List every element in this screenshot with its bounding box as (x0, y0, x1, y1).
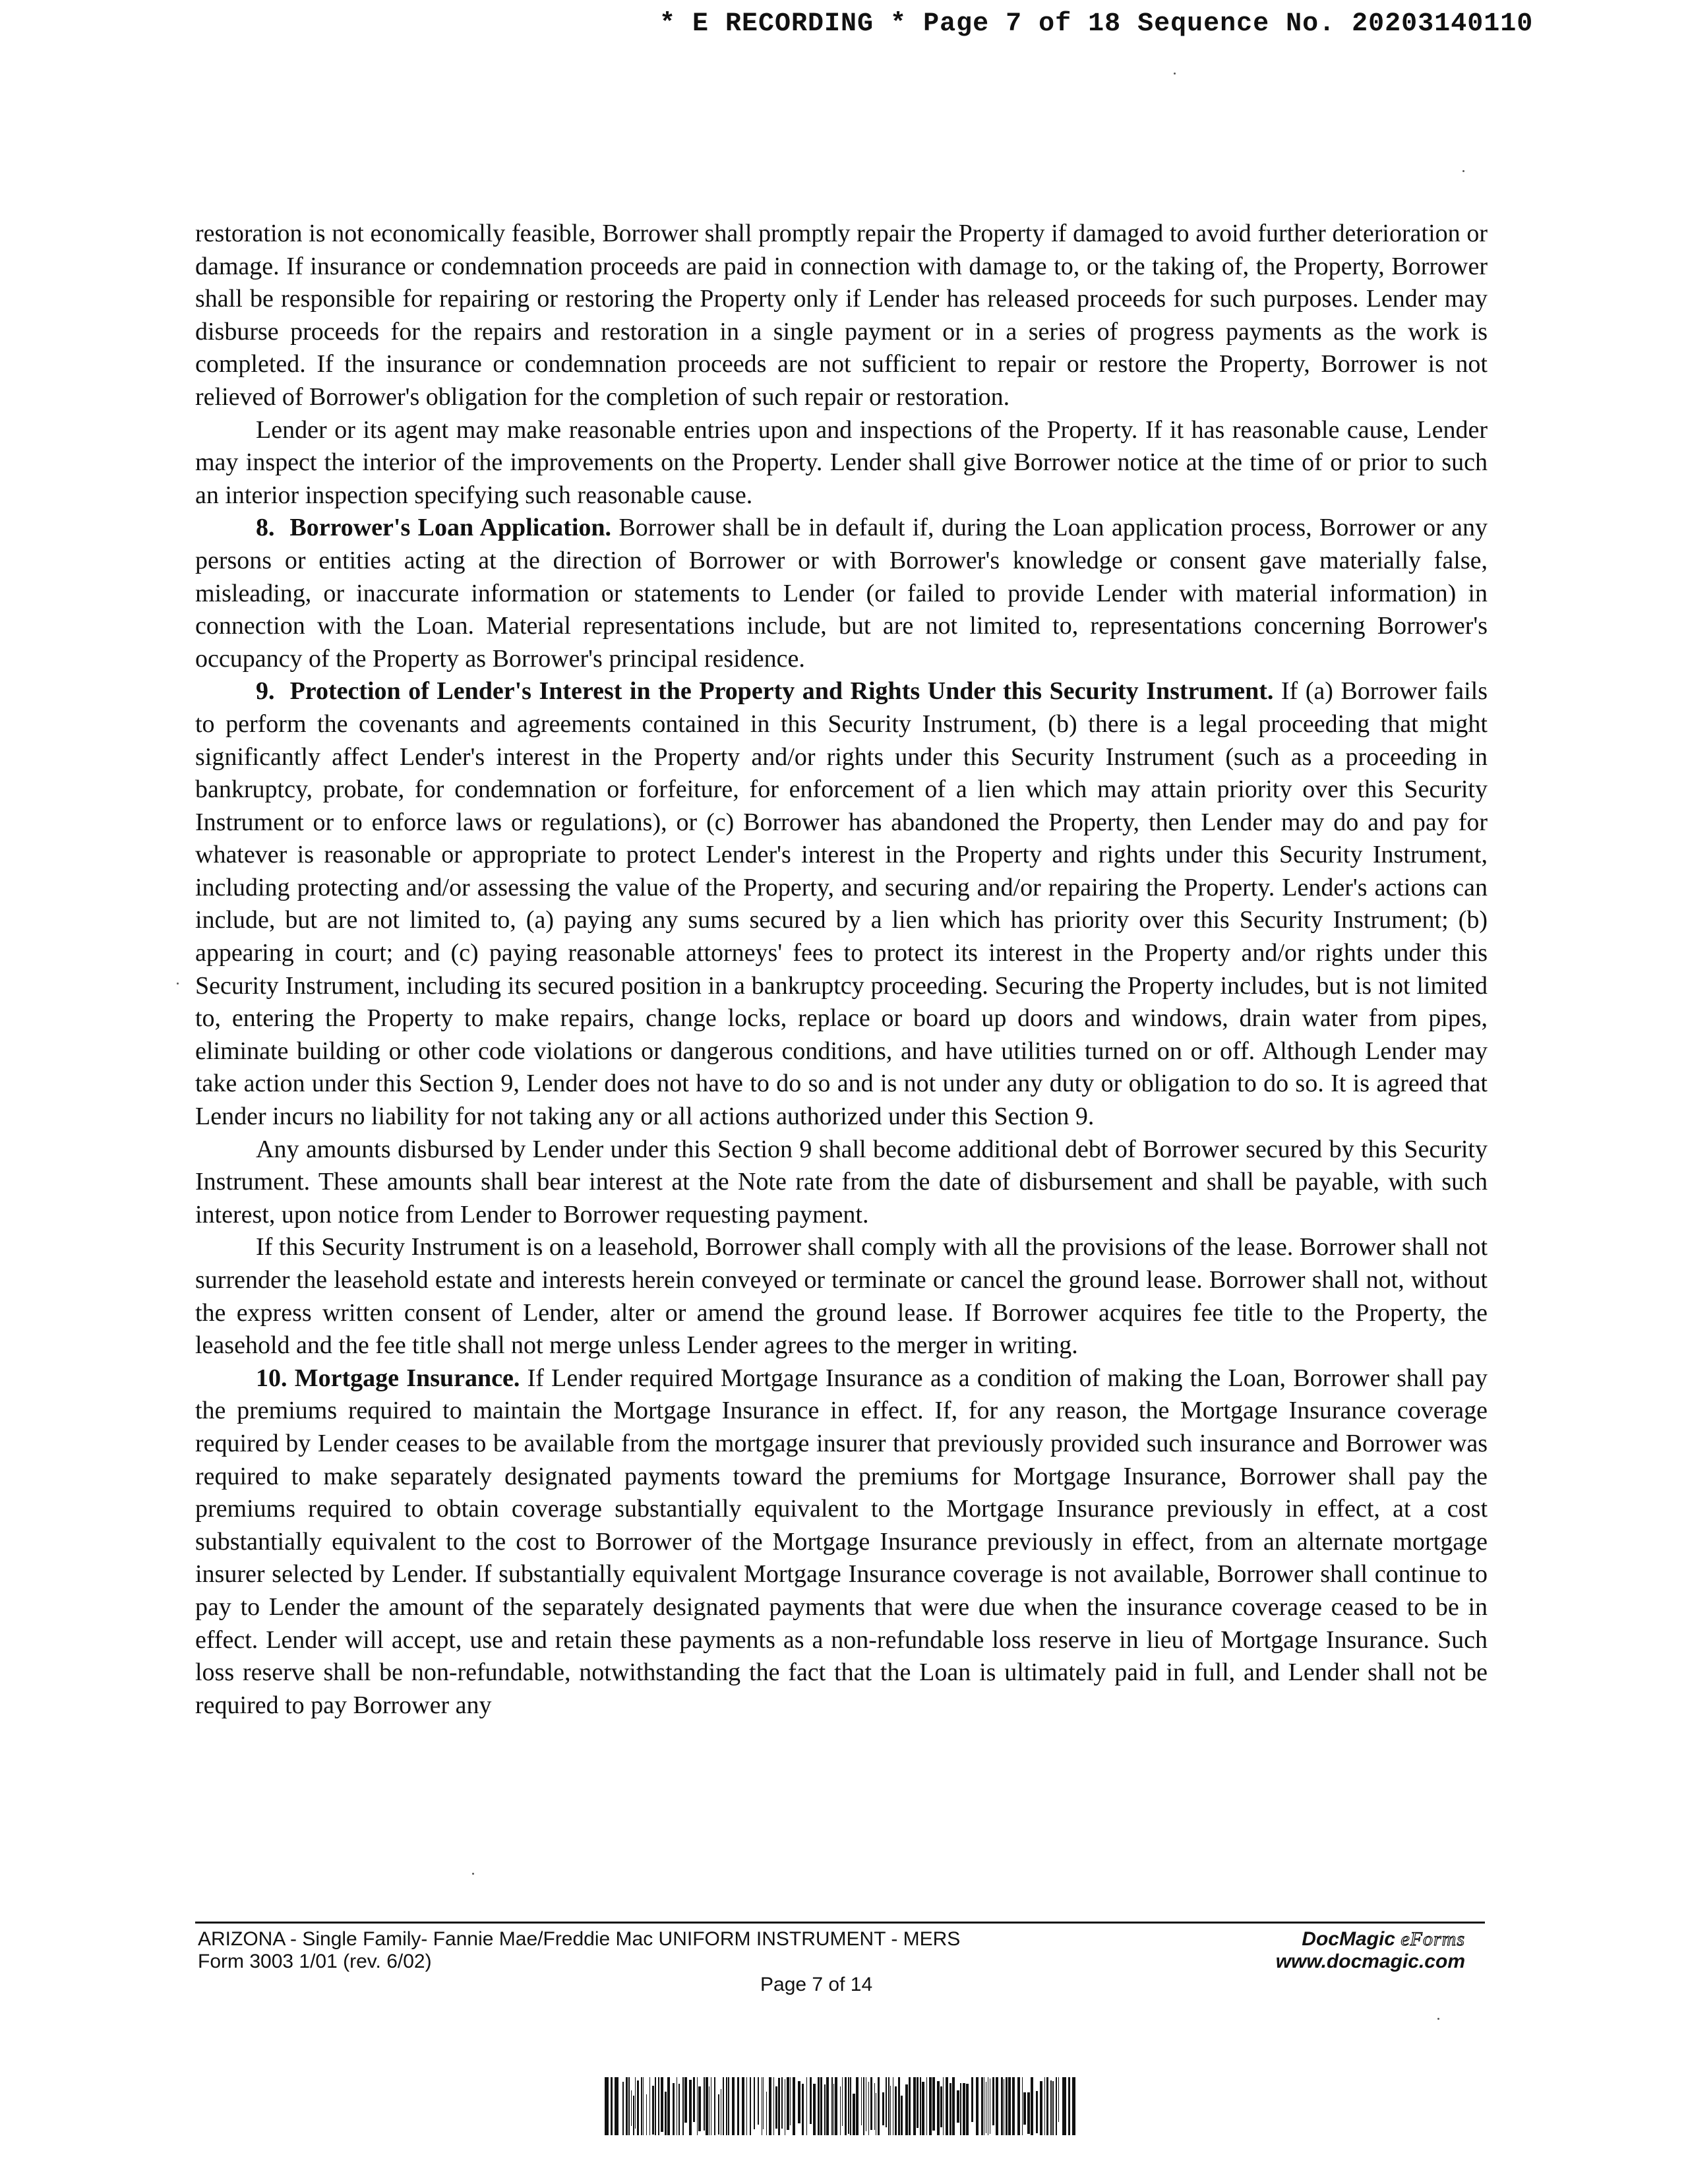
footer-form-info (198, 1928, 960, 1973)
barcode-bar (718, 2094, 719, 2135)
barcode-bar (633, 2096, 634, 2135)
footer-form-number: Form 3003 1/01 (rev. 6/02) (198, 1951, 432, 1972)
barcode-bar (1040, 2081, 1042, 2135)
barcode-bar (1031, 2077, 1033, 2135)
barcode-bar (886, 2077, 887, 2127)
footer-brand (1276, 1928, 1465, 1973)
scan-speck (472, 1873, 474, 1875)
barcode-bar (898, 2077, 900, 2135)
barcode-bar (689, 2080, 692, 2135)
section-9-text: If (a) Borrower fails to perform the covenants and agreements contained in this Security Instrument, (b) there is a legal proceeding that might significantly affect Lender's interest in the Property and/or rights under this Security Instrument (such as a proceeding in bankruptcy, probate, for condemnation or forfeiture, for enforcement of a lien which may attain priority over this Security Instrument or to enforce laws or regulations), or (c) Borrower has abandoned the Property, then Lender may do and pay for whatever is reasonable or appropriate to protect Lender's interest in the Property and rights under this Security Instrument, including protecting and/or assessing the value of the Property, and securing and/or repairing the Property. Lender's actions can include, but are not limited to, (a) paying any sums secured by a lien which has priority over this Security Instrument; (b) appearing in court; and (c) paying reasonable attorneys' fees to protect its interest in the Property and/or rights under this Security Instrument, including its secured position in a bankruptcy proceeding. Securing the Property includes, but is not limited to, entering the Property to make repairs, change locks, replace or board up doors and windows, drain water from pipes, eliminate building or other code violations or dangerous conditions, and have utilities turned on or off. Although Lender may take action under this Section 9, Lender does not have to do so and is not under any duty or obligation to do so. It is agreed that Lender incurs no liability for not taking any or all actions authorized under this Section 9. (195, 677, 1488, 1131)
barcode-bar (845, 2077, 847, 2135)
barcode-bar (835, 2077, 837, 2135)
barcode-bar (950, 2083, 951, 2135)
barcode-bar (723, 2077, 724, 2135)
barcode-bar (888, 2077, 889, 2135)
barcode-bar (615, 2077, 618, 2135)
barcode-bar (940, 2086, 942, 2127)
barcode-bar (655, 2077, 656, 2135)
barcode-bar (684, 2077, 687, 2123)
barcode-bar (806, 2077, 807, 2135)
barcode-bar (635, 2077, 636, 2129)
barcode-bar (1008, 2077, 1011, 2135)
barcode-bar (605, 2077, 609, 2135)
barcode-bar (929, 2077, 932, 2135)
barcode-bar (787, 2077, 789, 2130)
barcode-bar (1068, 2077, 1070, 2135)
footer-page-number: Page 7 of 14 (760, 1974, 873, 1995)
barcode-bar (820, 2077, 822, 2135)
barcode-bar (1001, 2077, 1003, 2135)
barcode-bar (842, 2077, 843, 2126)
barcode-bar (646, 2094, 647, 2135)
barcode-bar (810, 2077, 812, 2124)
footer-divider (195, 1922, 1485, 1924)
barcode-bar (728, 2077, 729, 2135)
barcode-bar (863, 2077, 864, 2135)
barcode-bar (698, 2086, 701, 2131)
barcode-bar (966, 2084, 969, 2135)
barcode-bar (853, 2094, 855, 2135)
document-body (195, 218, 1488, 1722)
section-8 (195, 512, 1488, 675)
barcode-bar (773, 2077, 774, 2135)
barcode-bar (946, 2077, 948, 2135)
scan-speck (1174, 73, 1176, 75)
barcode-bar (895, 2086, 897, 2135)
barcode-bar (781, 2077, 783, 2129)
barcode-bar (790, 2077, 791, 2125)
barcode-bar (937, 2081, 940, 2135)
barcode-bar (678, 2084, 680, 2135)
barcode-bar (856, 2077, 859, 2135)
barcode-bar (932, 2077, 935, 2131)
barcode-bar (704, 2077, 705, 2131)
barcode-bar (992, 2077, 994, 2125)
barcode-bar (1046, 2077, 1048, 2135)
barcode-bar (1062, 2077, 1066, 2135)
barcode-bar (926, 2077, 927, 2135)
barcode-bar (861, 2077, 862, 2125)
barcode-bar (1023, 2092, 1026, 2125)
barcode-bar (848, 2077, 849, 2134)
barcode-bar (818, 2077, 820, 2135)
section-10-title: Mortgage Insurance. (294, 1364, 520, 1392)
section-9-number: 9. (256, 677, 275, 706)
barcode-bar (1012, 2077, 1015, 2135)
barcode-bar (952, 2077, 955, 2135)
barcode-bar (905, 2084, 908, 2135)
section-9-title: Protection of Lender's Interest in the Property and Rights Under this Security Instrument. (289, 677, 1274, 706)
brand-name: DocMagic (1302, 1928, 1395, 1950)
section-10-text: If Lender required Mortgage Insurance as a condition of making the Loan, Borrower shall pay the premiums required to maintain the Mortgage Insurance in effect. If, for any reason, the Mortgage Insurance coverage required by Lender ceases to be available from the mortgage insurer that previously provided such insurance and Borrower was required to make separately designated payments toward the premiums for Mortgage Insurance, Borrower shall pay the premiums required to obtain coverage substantially equivalent to the Mortgage Insurance previously in effect, at a cost substantially equivalent to the cost to Borrower of the Mortgage Insurance previously in effect, from an alternate mortgage insurer selected by Lender. If substantially equivalent Mortgage Insurance coverage is not available, Borrower shall continue to pay to Lender the amount of the separately designated payments that were due when the insurance coverage ceased to be in effect. Lender will accept, use and retain these payments as a non-refundable loss reserve in lieu of Mortgage Insurance. Such loss reserve shall be non-refundable, notwithstanding the fact that the Loan is ultimately paid in full, and Lender shall not be required to pay Borrower any (195, 1364, 1488, 1719)
barcode-bar (913, 2077, 916, 2135)
barcode-bar (649, 2077, 650, 2135)
barcode-bar (746, 2077, 747, 2135)
barcode-bar (850, 2077, 851, 2135)
barcode-bar (628, 2077, 630, 2135)
barcode-bar (693, 2077, 695, 2122)
barcode-bar (766, 2092, 767, 2135)
barcode-bar (652, 2086, 654, 2135)
barcode-bar (1052, 2081, 1054, 2135)
barcode-bar (732, 2077, 735, 2135)
barcode-bar (981, 2077, 983, 2135)
section-8-number: 8. (256, 514, 275, 542)
barcode-bar (714, 2077, 715, 2135)
barcode-bar (737, 2077, 739, 2135)
barcode-bar (641, 2077, 642, 2135)
barcode-bar (1006, 2077, 1008, 2135)
brand-url: www.docmagic.com (1275, 1951, 1465, 1972)
section-8-text: Borrower shall be in default if, during the Loan application process, Borrower or any persons or entities acting at the direction of Borrower or with Borrower's knowledge or consent gave materially false, misleading, or inaccurate information or statements to Lender (or failed to provide Lender with material information) in connection with the Loan. Material representations include, but are not limited to, representations concerning Borrower's occupancy of the Property as Borrower's principal residence. (195, 514, 1488, 673)
barcode-bar (758, 2077, 759, 2125)
barcode-bar (750, 2077, 751, 2135)
barcode-bar (1027, 2092, 1030, 2134)
barcode-bar (917, 2077, 919, 2128)
barcode-bar (890, 2086, 891, 2135)
barcode-bar (643, 2077, 644, 2135)
scan-speck (1437, 2018, 1439, 2020)
barcode-bar (878, 2077, 880, 2135)
barcode-bar (1050, 2080, 1052, 2135)
section-10 (195, 1362, 1488, 1722)
scan-speck (1462, 170, 1464, 172)
barcode-bar (901, 2096, 903, 2135)
barcode-bar (611, 2077, 613, 2135)
barcode-bar (778, 2078, 780, 2135)
barcode-bar (868, 2082, 869, 2135)
barcode-bar (874, 2083, 875, 2130)
barcode-bar (742, 2077, 744, 2135)
barcode-bar (763, 2077, 764, 2129)
barcode-bar (726, 2077, 727, 2135)
barcode-bar (631, 2090, 632, 2126)
section-9 (195, 675, 1488, 1133)
barcode-bar (826, 2077, 829, 2135)
barcode-bar (971, 2077, 973, 2122)
barcode-bar (665, 2092, 667, 2135)
barcode-bar (1022, 2077, 1023, 2135)
barcode-bar (1044, 2077, 1045, 2135)
barcode-bar (754, 2077, 755, 2129)
paragraph-amounts-disbursed: Any amounts disbursed by Lender under this Section 9 shall become additional debt of Borrower secured by this Security Instrument. These amounts shall bear interest at the Note rate from the date of disbursement and shall be payable, with such interest, upon notice from Lender to Borrower requesting payment. (195, 1135, 1488, 1228)
paragraph-leasehold: If this Security Instrument is on a leasehold, Borrower shall comply with all the provisions of the lease. Borrower shall not surrender the leasehold estate and interests herein conveyed or terminate or cancel the ground lease. Borrower shall not, without the express written consent of Lender, alter or amend the ground lease. If Borrower acquires fee title to the Property, the leasehold and the fee title shall not merge unless Lender agrees to the merger in writing. (195, 1233, 1488, 1360)
barcode-bar (909, 2077, 911, 2135)
barcode-bar (996, 2077, 998, 2135)
barcode-bar (960, 2083, 961, 2135)
barcode-bar (1056, 2077, 1057, 2135)
barcode-bar (673, 2083, 675, 2135)
barcode-bar (1072, 2077, 1075, 2135)
barcode-bar (637, 2080, 639, 2135)
barcode-bar (706, 2077, 708, 2135)
barcode-bar (622, 2082, 624, 2135)
barcode-bar (661, 2077, 663, 2132)
footer-form-title: ARIZONA - Single Family- Fannie Mae/Freddie Mac UNIFORM INSTRUMENT - MERS (198, 1928, 961, 1950)
barcode-bar (922, 2082, 924, 2135)
barcode-bar (957, 2090, 959, 2123)
barcode-bar (775, 2086, 777, 2129)
barcode-bar (793, 2077, 795, 2135)
brand-logo (1276, 1928, 1465, 1951)
barcode-bar (824, 2084, 826, 2135)
barcode-bar (813, 2084, 816, 2135)
barcode-bar (831, 2077, 833, 2135)
barcode-bar (943, 2077, 944, 2135)
section-10-number: 10. (256, 1364, 287, 1392)
barcode-bar (870, 2077, 872, 2130)
barcode-bar (1036, 2091, 1038, 2133)
barcode-bar (1017, 2077, 1020, 2135)
barcode-bar (802, 2084, 804, 2135)
barcode-bar (658, 2077, 659, 2135)
barcode-bar (626, 2077, 628, 2135)
paragraph-inspection: Lender or its agent may make reasonable entries upon and inspections of the Property. If it has reasonable cause, Lender may inspect the interior of the improvements on the Property. Lender shall give Borrower notice at the time of or prior to such an interior inspection specifying such reasonable cause. (195, 415, 1488, 509)
barcode-bar (963, 2083, 965, 2135)
barcode-bar (798, 2081, 800, 2123)
barcode-bar (1058, 2077, 1059, 2122)
barcode-bar (682, 2077, 684, 2135)
barcode (605, 2077, 1075, 2135)
barcode-bar (769, 2077, 771, 2135)
barcode-bar (882, 2092, 884, 2125)
recording-header: * E RECORDING * Page 7 of 18 Sequence No. 20203140110 (659, 9, 1534, 39)
brand-eforms: eForms (1401, 1928, 1465, 1950)
scan-speck (177, 983, 179, 985)
barcode-bar (697, 2077, 698, 2135)
section-8-title: Borrower's Loan Application. (289, 514, 612, 542)
barcode-bar (840, 2086, 841, 2135)
paragraph-restoration: restoration is not economically feasible, Borrower shall promptly repair the Property if damaged to avoid further deterioration or damage. If insurance or condemnation proceeds are paid in connection with damage to, or the taking of, the Property, Borrower shall be responsible for repairing or restoring the Property only if Lender has released proceeds for such purposes. Lender may disburse proceeds for the repairs and restoration in a single payment or in a series of progress payments as the work is completed. If the insurance or condemnation proceeds are not sufficient to repair or restore the Property, Borrower is not relieved of Borrower's obligation for the completion of such repair or restoration. (195, 220, 1488, 411)
barcode-bar (976, 2077, 979, 2135)
barcode-bar (920, 2077, 921, 2135)
barcode-bar (833, 2084, 834, 2135)
barcode-bar (667, 2077, 670, 2135)
